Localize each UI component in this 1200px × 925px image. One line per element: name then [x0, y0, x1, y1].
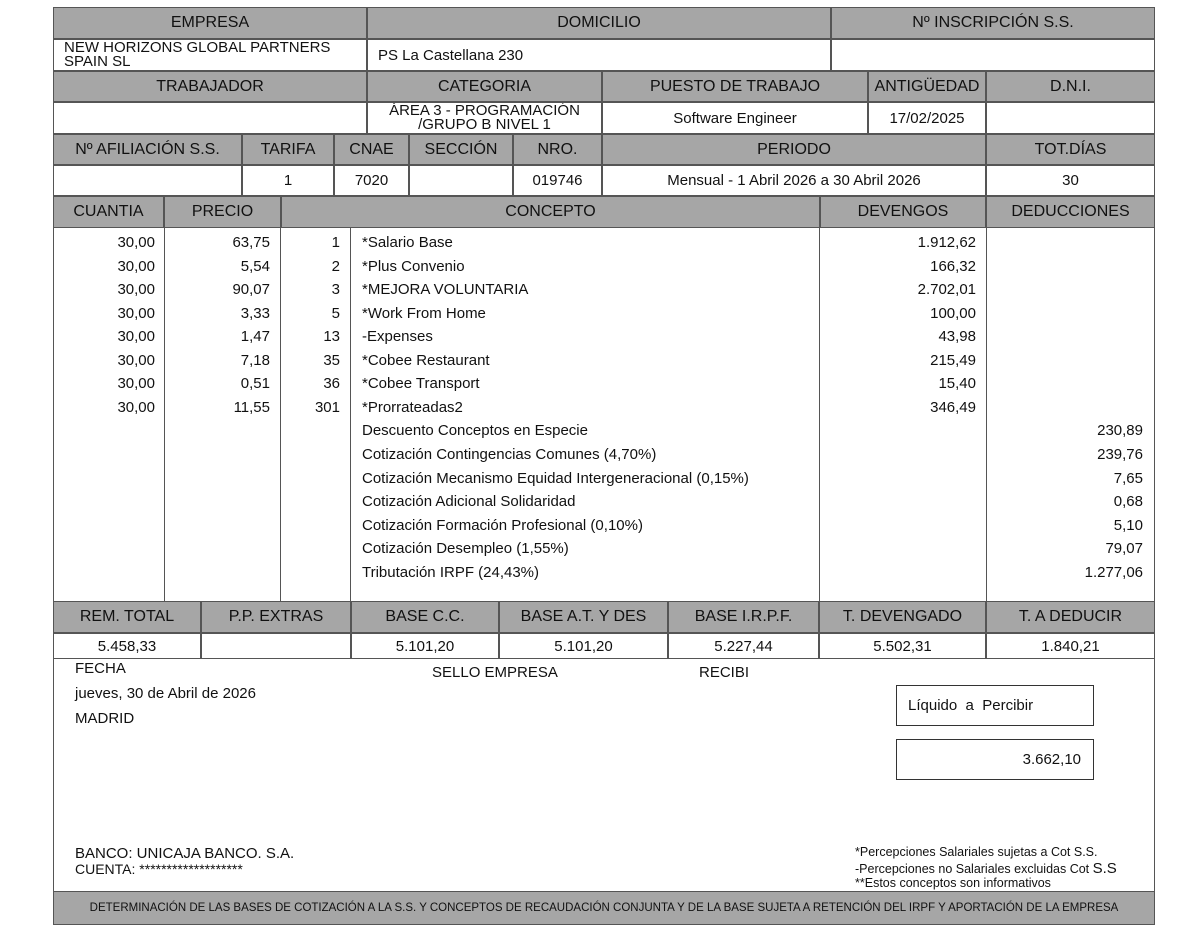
concepto-cell: *Work From Home [362, 305, 486, 322]
concepto-cell: Descuento Conceptos en Especie [362, 422, 588, 439]
base-irpf-value: 5.227,44 [668, 633, 819, 659]
dni-header: D.N.I. [986, 71, 1155, 102]
periodo-header: PERIODO [602, 134, 986, 165]
tarifa-value: 1 [242, 165, 334, 196]
liquido-label-box [896, 685, 1094, 726]
col-divider [350, 228, 351, 601]
code-cell: 1 [331, 234, 340, 251]
sello-empresa-label: SELLO EMPRESA [432, 664, 558, 681]
ciudad-value: MADRID [75, 710, 135, 727]
liquido-value-box [896, 739, 1094, 780]
devengo-cell: 166,32 [930, 258, 976, 275]
devengo-cell: 346,49 [930, 399, 976, 416]
seccion-value [409, 165, 513, 196]
fecha-value: jueves, 30 de Abril de 2026 [75, 685, 256, 702]
precio-cell: 90,07 [232, 281, 270, 298]
totdias-header: TOT.DÍAS [986, 134, 1155, 165]
cuantia-cell: 30,00 [117, 281, 155, 298]
t-deducir-header: T. A DEDUCIR [986, 601, 1155, 633]
code-cell: 35 [323, 352, 340, 369]
col-divider [986, 228, 987, 601]
code-cell: 5 [331, 305, 340, 322]
t-deducir-value: 1.840,21 [986, 633, 1155, 659]
base-at-header: BASE A.T. Y DES [499, 601, 668, 633]
concepto-cell: *Plus Convenio [362, 258, 465, 275]
devengo-cell: 1.912,62 [917, 234, 976, 251]
note-salariales: *Percepciones Salariales sujetas a Cot S.S. [855, 845, 1098, 859]
antiguedad-value: 17/02/2025 [868, 102, 986, 134]
deduccion-cell: 239,76 [1097, 446, 1143, 463]
concepto-cell: Cotización Formación Profesional (0,10%) [362, 517, 643, 534]
concepto-cell: Cotización Mecanismo Equidad Intergeneracional (0,15%) [362, 470, 749, 487]
liquido-label: Líquido a Percibir [908, 697, 1034, 714]
nro-value: 019746 [513, 165, 602, 196]
empresa-value [53, 39, 367, 71]
devengo-cell: 2.702,01 [917, 281, 976, 298]
cuenta-value: CUENTA: ******************* [75, 861, 243, 877]
recibi-label: RECIBI [699, 664, 750, 681]
trabajador-header: TRABAJADOR [53, 71, 367, 102]
seccion-header: SECCIÓN [409, 134, 513, 165]
precio-cell: 5,54 [240, 258, 270, 275]
code-cell: 2 [331, 258, 340, 275]
code-cell: 3 [331, 281, 340, 298]
pp-extras-value [201, 633, 351, 659]
nro-header: NRO. [513, 134, 602, 165]
periodo-value: Mensual - 1 Abril 2026 a 30 Abril 2026 [602, 165, 986, 196]
col-divider [280, 228, 281, 601]
rem-total-value: 5.458,33 [53, 633, 201, 659]
deduccion-cell: 7,65 [1113, 470, 1143, 487]
concepto-cell: Cotización Contingencias Comunes (4,70%) [362, 446, 657, 463]
t-devengado-header: T. DEVENGADO [819, 601, 986, 633]
base-at-value: 5.101,20 [499, 633, 668, 659]
inscripcion-value [831, 39, 1155, 71]
concepto-cell: Tributación IRPF (24,43%) [362, 564, 540, 581]
devengo-cell: 43,98 [938, 328, 976, 345]
deduccion-cell: 230,89 [1097, 422, 1143, 439]
precio-cell: 3,33 [240, 305, 270, 322]
cuantia-cell: 30,00 [117, 328, 155, 345]
concepto-cell: Cotización Desempleo (1,55%) [362, 540, 569, 557]
devengo-cell: 100,00 [930, 305, 976, 322]
concepto-cell: *Prorrateadas2 [362, 399, 463, 416]
banco-value: BANCO: UNICAJA BANCO. S.A. [75, 845, 295, 862]
precio-cell: 11,55 [233, 399, 270, 416]
devengo-cell: 215,49 [930, 352, 976, 369]
concepto-cell: *Salario Base [362, 234, 453, 251]
note-informativos: **Estos conceptos son informativos [855, 876, 1051, 890]
base-cc-value: 5.101,20 [351, 633, 499, 659]
note-no-salariales [855, 860, 1117, 877]
empresa-header: EMPRESA [53, 7, 367, 39]
domicilio-header: DOMICILIO [367, 7, 831, 39]
concepto-cell: *Cobee Restaurant [362, 352, 490, 369]
domicilio-value: PS La Castellana 230 [367, 39, 831, 71]
categoria-value [367, 102, 602, 134]
afiliacion-header: Nº AFILIACIÓN S.S. [53, 134, 242, 165]
deduccion-cell: 79,07 [1105, 540, 1143, 557]
concepto-cell: *Cobee Transport [362, 375, 480, 392]
totdias-value: 30 [986, 165, 1155, 196]
puesto-header: PUESTO DE TRABAJO [602, 71, 868, 102]
inscripcion-header: Nº INSCRIPCIÓN S.S. [831, 7, 1155, 39]
deducciones-header: DEDUCCIONES [986, 196, 1155, 228]
concepto-header: CONCEPTO [281, 196, 820, 228]
afiliacion-value [53, 165, 242, 196]
precio-cell: 0,51 [240, 375, 270, 392]
categoria-line2: /GRUPO B NIVEL 1 [418, 116, 551, 133]
empresa-name-line2: SPAIN SL [64, 53, 131, 70]
base-irpf-header: BASE I.R.P.F. [668, 601, 819, 633]
cuantia-cell: 30,00 [117, 258, 155, 275]
cuantia-cell: 30,00 [117, 352, 155, 369]
fecha-label: FECHA [75, 660, 126, 677]
empresa-name-line1: NEW HORIZONS GLOBAL PARTNERS [64, 39, 331, 56]
cuantia-cell: 30,00 [117, 399, 155, 416]
precio-cell: 1,47 [240, 328, 270, 345]
devengo-cell: 15,40 [938, 375, 976, 392]
puesto-value: Software Engineer [602, 102, 868, 134]
cnae-header: CNAE [334, 134, 409, 165]
col-divider [164, 228, 165, 601]
cuantia-header: CUANTIA [53, 196, 164, 228]
code-cell: 301 [314, 399, 340, 416]
cuantia-cell: 30,00 [117, 305, 155, 322]
pp-extras-header: P.P. EXTRAS [201, 601, 351, 633]
concepto-cell: -Expenses [362, 328, 433, 345]
precio-header: PRECIO [164, 196, 281, 228]
rem-total-header: REM. TOTAL [53, 601, 201, 633]
antiguedad-header: ANTIGÜEDAD [868, 71, 986, 102]
cuantia-cell: 30,00 [117, 375, 155, 392]
note-no-salariales-text: -Percepciones no Salariales excluidas Cot [855, 862, 1093, 876]
concepto-cell: *MEJORA VOLUNTARIA [362, 281, 529, 298]
tarifa-header: TARIFA [242, 134, 334, 165]
concepto-cell: Cotización Adicional Solidaridad [362, 493, 576, 510]
deduccion-cell: 0,68 [1113, 493, 1143, 510]
categoria-header: CATEGORIA [367, 71, 602, 102]
code-cell: 13 [323, 328, 340, 345]
devengos-header: DEVENGOS [820, 196, 986, 228]
cuantia-cell: 30,00 [117, 234, 155, 251]
dni-value [986, 102, 1155, 134]
deduccion-cell: 1.277,06 [1084, 564, 1143, 581]
categoria-line1: ÁREA 3 - PROGRAMACIÓN [389, 102, 580, 119]
liquido-value: 3.662,10 [1022, 751, 1081, 768]
precio-cell: 63,75 [232, 234, 270, 251]
bottom-banner: DETERMINACIÓN DE LAS BASES DE COTIZACIÓN A LA S.S. Y CONCEPTOS DE RECAUDACIÓN CONJUNTA Y DE LA BASE SUJETA A RETENCIÓN DEL IRPF Y APORTACIÓN DE LA EMPRESA [53, 891, 1155, 925]
note-no-salariales-ss: S.S [1092, 860, 1117, 877]
t-devengado-value: 5.502,31 [819, 633, 986, 659]
trabajador-value [53, 102, 367, 134]
deduccion-cell: 5,10 [1113, 517, 1143, 534]
base-cc-header: BASE C.C. [351, 601, 499, 633]
code-cell: 36 [323, 375, 340, 392]
precio-cell: 7,18 [240, 352, 270, 369]
col-divider [819, 228, 820, 601]
cnae-value: 7020 [334, 165, 409, 196]
